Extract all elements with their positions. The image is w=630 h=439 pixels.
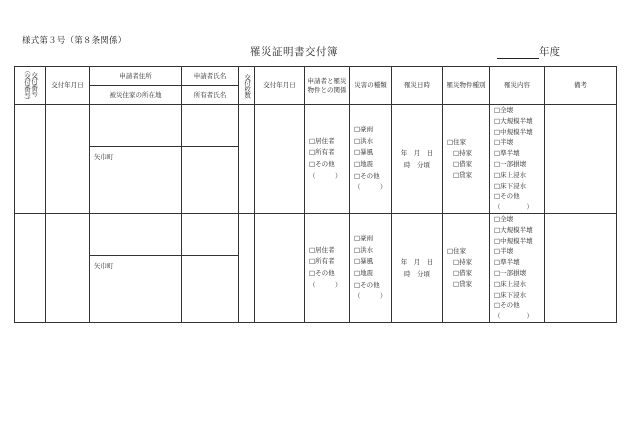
record-damage-content[interactable] — [490, 105, 545, 214]
year-input-line[interactable] — [497, 47, 539, 59]
damage-option[interactable]: □全壊 — [494, 214, 514, 223]
record-issue-date-2[interactable] — [255, 105, 305, 214]
col-relation: 申請者と罹災物件との関係 — [305, 67, 350, 105]
disaster-option[interactable]: □暴風 — [354, 148, 374, 157]
property-option[interactable]: □借家 — [453, 268, 473, 277]
issuance-ledger-table — [14, 66, 617, 323]
record-disaster-type[interactable] — [350, 105, 392, 214]
record-owner-name[interactable] — [182, 256, 239, 323]
record-1-top — [15, 105, 617, 147]
record-issue-date[interactable] — [46, 105, 90, 214]
header-row-1 — [15, 67, 617, 86]
record-issue-number[interactable] — [15, 213, 46, 322]
disaster-option[interactable]: □地震 — [354, 268, 374, 277]
damage-option[interactable]: □大規模半壊 — [494, 116, 533, 125]
record-copies[interactable] — [239, 213, 255, 322]
col-copies: 交付枚数 — [239, 67, 255, 105]
relation-other-blank[interactable]: （ ） — [309, 280, 342, 289]
damage-option[interactable]: □準半壊 — [494, 258, 520, 267]
disaster-option[interactable]: □豪雨 — [354, 234, 374, 243]
datetime-time: 時 分頃 — [404, 269, 430, 278]
disaster-option[interactable]: □洪水 — [354, 245, 374, 254]
col-issue-date: 交付年月日 — [46, 67, 90, 105]
col-disaster-datetime: 罹災日時 — [392, 67, 443, 105]
damage-other-blank[interactable]: （ ） — [494, 312, 533, 321]
damage-option[interactable]: □床下浸水 — [494, 290, 527, 299]
issue-number-label: 交付番号 — [30, 72, 39, 97]
record-applicant-address[interactable] — [90, 105, 182, 147]
disaster-other-blank[interactable]: （ ） — [354, 292, 387, 301]
col-applicant-name: 申請者氏名 — [182, 67, 239, 86]
col-owner-name: 所有者氏名 — [182, 86, 239, 105]
record-remarks[interactable] — [545, 105, 617, 214]
col-property-type: 罹災物件種別 — [443, 67, 490, 105]
year-suffix: 年度 — [539, 46, 560, 58]
record-remarks[interactable] — [545, 213, 617, 322]
disaster-option[interactable]: □豪雨 — [354, 125, 374, 134]
col-victim-house-location: 被災住家の所在地 — [90, 86, 182, 105]
damage-option[interactable]: □一部損壊 — [494, 268, 527, 277]
damage-option[interactable]: □大規模半壊 — [494, 225, 533, 234]
property-option[interactable]: □持家 — [453, 258, 473, 267]
damage-option[interactable]: □中規模半壊 — [494, 236, 533, 245]
issue-number-paren: （交付番号） — [23, 67, 31, 104]
col-remarks: 備考 — [545, 67, 617, 105]
damage-option[interactable]: □一部損壊 — [494, 159, 527, 168]
property-option[interactable]: □貸家 — [453, 170, 473, 179]
town-name: 矢巾町 — [94, 262, 114, 271]
property-option[interactable]: □持家 — [453, 149, 473, 158]
datetime-time: 時 分頃 — [404, 160, 430, 169]
damage-other-blank[interactable]: （ ） — [494, 203, 533, 212]
relation-option[interactable]: □居住者 — [309, 136, 335, 145]
disaster-option[interactable]: □暴風 — [354, 257, 374, 266]
record-disaster-type[interactable] — [350, 213, 392, 322]
damage-option[interactable]: □その他 — [494, 301, 520, 310]
record-relation[interactable] — [305, 105, 350, 214]
record-issue-date-2[interactable] — [255, 213, 305, 322]
col-issue-number — [15, 67, 46, 105]
disaster-other-blank[interactable]: （ ） — [354, 183, 387, 192]
relation-option[interactable]: □その他 — [309, 159, 335, 168]
record-owner-name[interactable] — [182, 147, 239, 214]
relation-option[interactable]: □所有者 — [309, 257, 335, 266]
record-relation[interactable] — [305, 213, 350, 322]
record-damage-content[interactable] — [490, 213, 545, 322]
col-applicant-address: 申請者住所 — [90, 67, 182, 86]
damage-option[interactable]: □その他 — [494, 192, 520, 201]
record-2-top — [15, 213, 617, 255]
damage-option[interactable]: □床上浸水 — [494, 170, 527, 179]
relation-option[interactable]: □居住者 — [309, 245, 335, 254]
record-property-type[interactable] — [443, 213, 490, 322]
town-name: 矢巾町 — [94, 153, 114, 162]
disaster-option[interactable]: □地震 — [354, 159, 374, 168]
col-issue-date-2: 交付年月日 — [255, 67, 305, 105]
record-copies[interactable] — [239, 105, 255, 214]
disaster-option[interactable]: □洪水 — [354, 136, 374, 145]
damage-option[interactable]: □準半壊 — [494, 149, 520, 158]
record-house-location[interactable] — [90, 256, 182, 323]
property-option-house[interactable]: □住家 — [447, 138, 467, 147]
datetime-date: 年 月 日 — [400, 257, 434, 266]
record-disaster-datetime[interactable] — [392, 213, 443, 322]
damage-option[interactable]: □半壊 — [494, 247, 514, 256]
fiscal-year — [497, 44, 565, 59]
record-property-type[interactable] — [443, 105, 490, 214]
record-applicant-name[interactable] — [182, 105, 239, 147]
damage-option[interactable]: □床上浸水 — [494, 279, 527, 288]
form-number: 様式第３号（第８条関係） — [22, 36, 127, 46]
record-issue-number[interactable] — [15, 105, 46, 214]
relation-option[interactable]: □その他 — [309, 268, 335, 277]
property-option[interactable]: □貸家 — [453, 279, 473, 288]
property-option[interactable]: □借家 — [453, 159, 473, 168]
record-applicant-address[interactable] — [90, 213, 182, 255]
relation-other-blank[interactable]: （ ） — [309, 171, 342, 180]
disaster-option[interactable]: □その他 — [354, 280, 380, 289]
col-disaster-type: 災害の種類 — [350, 67, 392, 105]
damage-option[interactable]: □床下浸水 — [494, 181, 527, 190]
record-issue-date[interactable] — [46, 213, 90, 322]
damage-option[interactable]: □全壊 — [494, 106, 514, 114]
relation-option[interactable]: □所有者 — [309, 148, 335, 157]
col-damage-content: 罹災内容 — [490, 67, 545, 105]
property-option-house[interactable]: □住家 — [447, 247, 467, 256]
damage-option[interactable]: □半壊 — [494, 138, 514, 147]
record-house-location[interactable] — [90, 147, 182, 214]
datetime-date: 年 月 日 — [400, 148, 434, 157]
record-disaster-datetime[interactable] — [392, 105, 443, 214]
record-applicant-name[interactable] — [182, 213, 239, 255]
disaster-option[interactable]: □その他 — [354, 171, 380, 180]
page-title: 罹災証明書交付簿 — [250, 46, 338, 58]
damage-option[interactable]: □中規模半壊 — [494, 127, 533, 136]
